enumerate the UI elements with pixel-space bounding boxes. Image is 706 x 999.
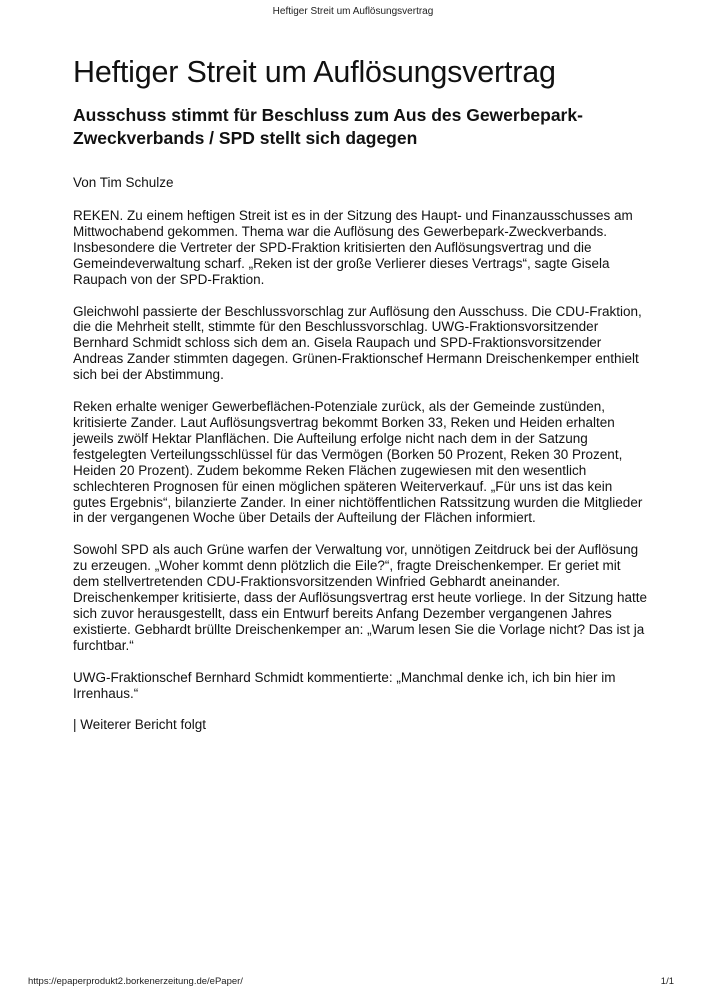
print-footer [28, 976, 674, 987]
print-footer-page-number: 1/1 [660, 976, 674, 987]
article [73, 54, 648, 733]
article-paragraph: Sowohl SPD als auch Grüne warfen der Verwaltung vor, unnötigen Zeitdruck bei der Auflösung zu erzeugen. „Woher kommt denn plötzlich die Eile?“, fragte Dreischenkemper. Er geriet mit dem stellvertretenden CDU-Fraktionsvorsitzenden Winfried Gebhardt aneinander. Dreischenkemper kritisierte, dass der Auflösungsvertrag erst heute vorliege. In der Sitzung hatte sich zuvor herausgestellt, dass ein Entwurf bereits Anfang Dezember vergangenen Jahres existierte. Gebhardt brüllte Dreischenkemper an: „Warum lesen Sie die Vorlage nicht? Das ist ja furchtbar.“ [73, 542, 648, 653]
article-paragraph: Reken erhalte weniger Gewerbeflächen-Potenziale zurück, als der Gemeinde zustünden, kritisierte Zander. Laut Auflösungsvertrag bekommt Borken 33, Reken und Heiden erhalten jeweils zwölf Hektar Planflächen. Die Aufteilung erfolge nicht nach dem in der Satzung festgelegten Verteilungsschlüssel für das Vermögen (Borken 50 Prozent, Reken 30 Prozent, Heiden 20 Prozent). Zudem bekomme Reken Flächen zugewiesen mit den wesentlich schlechteren Prognosen für einen möglichen späteren Weiterverkauf. „Für uns ist das kein gutes Ergebnis“, bilanzierte Zander. In einer nichtöffentlichen Ratssitzung wurden die Mitglieder in der vergangenen Woche über Details der Aufteilung der Flächen informiert. [73, 399, 643, 526]
article-byline: Von Tim Schulze [73, 175, 174, 190]
print-footer-url: https://epaperprodukt2.borkenerzeitung.de/ePaper/ [28, 976, 243, 987]
article-footnote: | Weiterer Bericht folgt [73, 717, 207, 733]
article-paragraph: Gleichwohl passierte der Beschlussvorschlag zur Auflösung den Ausschuss. Die CDU-Fraktion, die die Mehrheit stellt, stimmte für den Beschlussvorschlag. UWG-Fraktionsvorsitzender Bernhard Schmidt schloss sich dem an. Gisela Raupach und SPD-Fraktionsvorsitzender Andreas Zander stimmten dagegen. Grünen-Fraktionschef Hermann Dreischenkemper enthielt sich bei der Abstimmung. [73, 303, 642, 383]
article-paragraph: REKEN. Zu einem heftigen Streit ist es in der Sitzung des Haupt- und Finanzausschusses am Mittwochabend gekommen. Thema war die Auflösung des Gewerbepark-Zweckverbands. Insbesondere die Vertreter der SPD-Fraktion kritisierten den Auflösungsvertrag und die Gemeindeverwaltung scharf. „Reken ist der große Verlierer dieses Vertrags“, sagte Gisela Raupach von der SPD-Fraktion. [73, 208, 633, 287]
article-headline: Heftiger Streit um Auflösungsvertrag [73, 55, 556, 89]
article-paragraph: UWG-Fraktionschef Bernhard Schmidt kommentierte: „Manchmal denke ich, ich bin hier im Irrenhaus.“ [73, 669, 616, 701]
print-header-title: Heftiger Streit um Auflösungsvertrag [272, 6, 434, 17]
article-subheadline: Ausschuss stimmt für Beschluss zum Aus des Gewerbepark-Zweckverbands / SPD stellt sich dagegen [73, 105, 583, 148]
